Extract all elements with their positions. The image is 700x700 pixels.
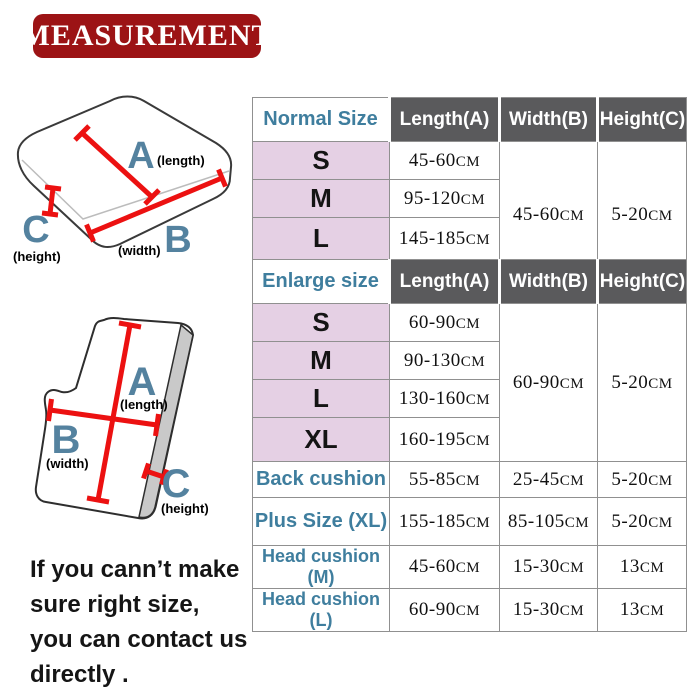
table-row <box>253 98 687 142</box>
label-a-sub: (length) <box>157 153 205 168</box>
length-value: 90-130CM <box>390 342 500 380</box>
table-row <box>253 260 687 304</box>
size-cell: M <box>253 180 390 218</box>
height-value: 5-20CM <box>598 498 687 546</box>
width-value: 25-45CM <box>500 462 598 498</box>
length-value: 55-85CM <box>390 462 500 498</box>
width-value: 15-30CM <box>500 546 598 589</box>
length-value: 130-160CM <box>390 380 500 418</box>
lshape-cover-diagram <box>20 295 250 535</box>
length-value: 160-195CM <box>390 418 500 462</box>
col-header-height: Height(C) <box>598 98 687 142</box>
length-value: 60-90CM <box>390 589 500 632</box>
size-cell: XL <box>253 418 390 462</box>
label-a: A <box>127 135 155 177</box>
row-label: Plus Size (XL) <box>253 498 390 546</box>
table-row <box>253 304 687 342</box>
label-c-sub: (height) <box>161 501 209 516</box>
label-b-sub: (width) <box>118 243 161 258</box>
size-table <box>252 97 687 632</box>
label-c: C <box>22 209 50 251</box>
table-row <box>253 589 687 632</box>
length-value: 95-120CM <box>390 180 500 218</box>
note-line: If you cann’t make <box>30 556 240 583</box>
note-line: you can contact us <box>30 626 248 653</box>
length-value: 45-60CM <box>390 142 500 180</box>
height-value: 13CM <box>598 546 687 589</box>
height-value: 5-20CM <box>598 462 687 498</box>
height-value: 5-20CM <box>598 304 687 462</box>
page-title: MEASUREMENT <box>21 19 273 52</box>
note-line: directly . <box>30 661 129 688</box>
col-header-height: Height(C) <box>598 260 687 304</box>
length-value: 145-185CM <box>390 218 500 260</box>
table-row <box>253 462 687 498</box>
seat-cushion-diagram <box>5 88 250 268</box>
size-cell: S <box>253 142 390 180</box>
row-label: Head cushion (L) <box>253 589 390 632</box>
col-header-length: Length(A) <box>390 98 500 142</box>
height-value: 13CM <box>598 589 687 632</box>
col-header-width: Width(B) <box>500 98 598 142</box>
label-b: B <box>51 418 81 462</box>
label-a-sub: (length) <box>120 397 168 412</box>
section-label-normal: Normal Size <box>253 98 390 142</box>
width-value: 15-30CM <box>500 589 598 632</box>
label-b: B <box>164 219 192 261</box>
length-value: 155-185CM <box>390 498 500 546</box>
note-line: sure right size, <box>30 591 200 618</box>
section-label-enlarge: Enlarge size <box>253 260 390 304</box>
size-cell: M <box>253 342 390 380</box>
title-badge <box>21 14 273 58</box>
size-cell: L <box>253 380 390 418</box>
width-value: 85-105CM <box>500 498 598 546</box>
label-c: C <box>161 462 191 506</box>
size-cell: S <box>253 304 390 342</box>
length-value: 45-60CM <box>390 546 500 589</box>
length-value: 60-90CM <box>390 304 500 342</box>
height-value: 5-20CM <box>598 142 687 260</box>
row-label: Head cushion (M) <box>253 546 390 589</box>
table-row <box>253 142 687 180</box>
table-row <box>253 498 687 546</box>
row-label: Back cushion <box>253 462 390 498</box>
contact-note <box>30 552 247 692</box>
col-header-width: Width(B) <box>500 260 598 304</box>
label-c-sub: (height) <box>13 249 61 264</box>
table-row <box>253 546 687 589</box>
size-cell: L <box>253 218 390 260</box>
width-value: 45-60CM <box>500 142 598 260</box>
col-header-length: Length(A) <box>390 260 500 304</box>
width-value: 60-90CM <box>500 304 598 462</box>
label-b-sub: (width) <box>46 456 89 471</box>
label-a: A <box>127 360 157 404</box>
